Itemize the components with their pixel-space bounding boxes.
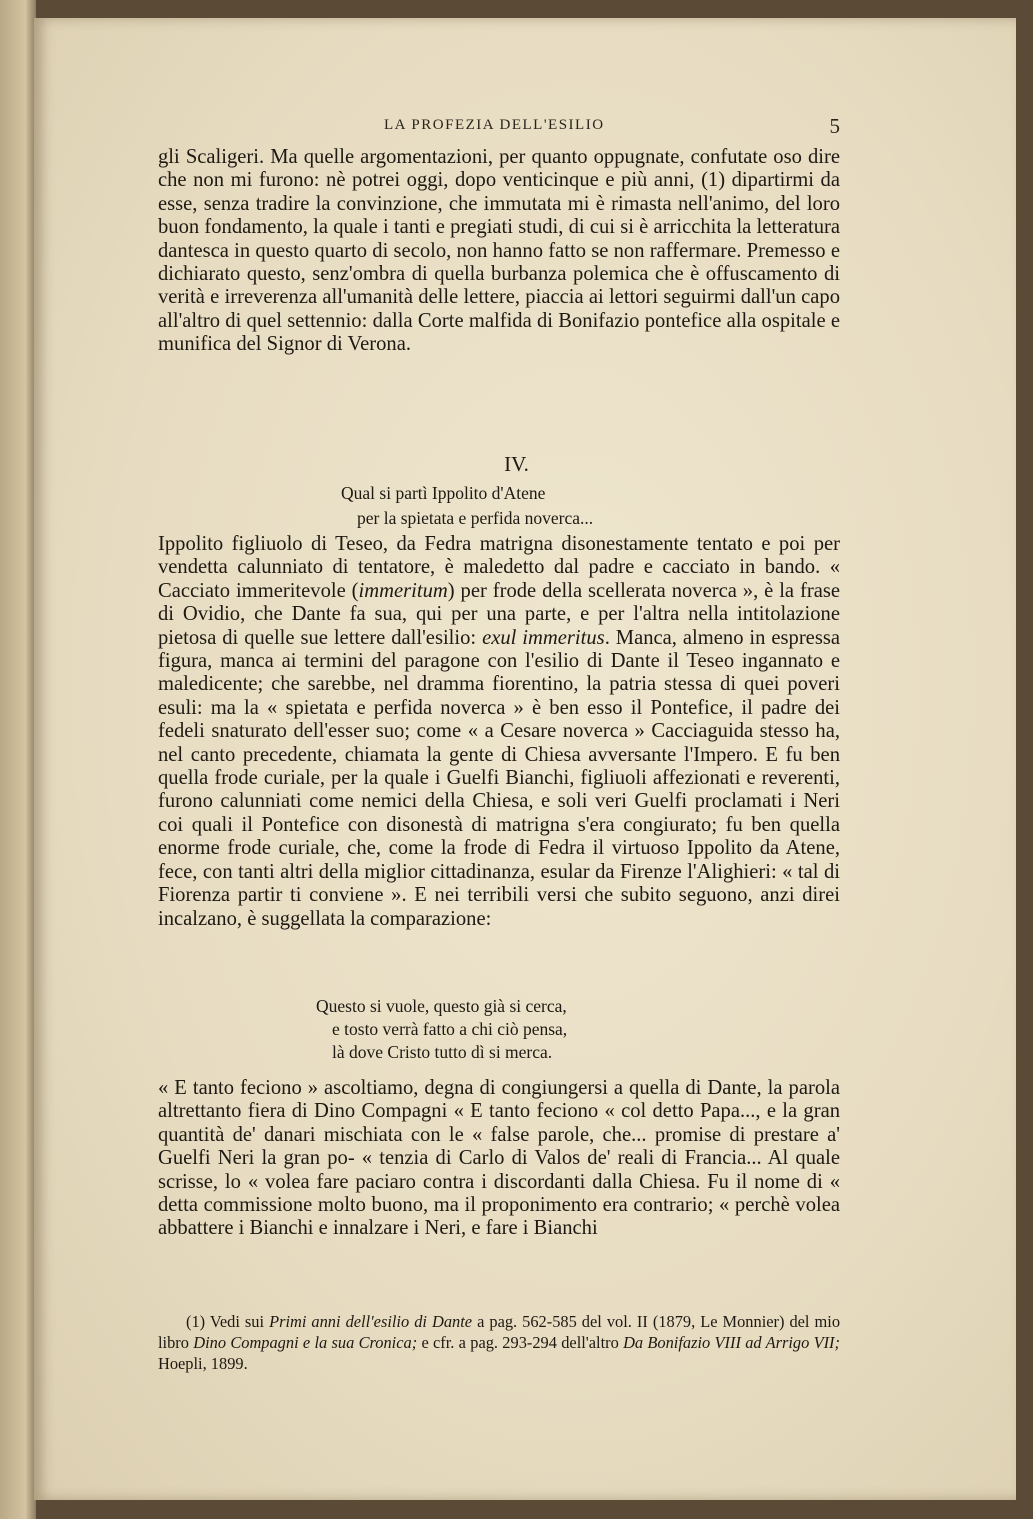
- verse-line-1: Questo si vuole, questo già si cerca,: [316, 996, 567, 1016]
- previous-page-edge: [0, 0, 36, 1519]
- epigraph-line-1: Qual si partì Ippolito d'Atene: [341, 483, 546, 503]
- text-run: Hoepli, 1899.: [158, 1354, 248, 1373]
- text-run: ) per frode della scellerata noverca », è la frase di Ovidio, che Dante fa sua, qui per una parte, e per l'altra nella intitolazione pietosa di quelle sue lettere dall'esilio:: [158, 579, 840, 649]
- italic-run: exul immeritus: [482, 626, 605, 649]
- paragraph-compagni-quote: « E tanto feciono » ascoltiamo, degna di congiungersi a quella di Dante, la parola altrettanto fiera di Dino Compagni « E tanto feciono « col detto Papa..., e la gran quantità de' danari mischiata con le « false parole, che... promise di prestare a' Guelfi Neri la gran po- « tenzia di Carlo di Valos de' reali di Francia... Al quale scrisse, lo « volea fare paciaro contra i discordanti dalla Chiesa. Fu il nome di « detta commissione molto buono, ma il proponimento era contrario; « perchè volea abbattere i Bianchi e innalzare i Neri, e fare i Bianchi: [158, 1077, 840, 1240]
- italic-run: immeritum: [358, 579, 448, 602]
- verse-line-3: là dove Cristo tutto dì si merca.: [332, 1042, 553, 1062]
- text-run: e cfr. a pag. 293-294 dell'altro: [417, 1333, 624, 1352]
- running-title: LA PROFEZIA DELL'ESILIO: [384, 117, 605, 133]
- footnote: [158, 1311, 840, 1374]
- italic-run: Da Bonifazio VIII ad Arrigo VII;: [623, 1333, 840, 1352]
- section-heading: IV.: [504, 452, 529, 476]
- paragraph-continuation: gli Scaligeri. Ma quelle argomentazioni, per quanto oppugnate, confutate oso dire che non mi furono: nè potrei oggi, dopo venticinque e più anni, (1) dipartirmi da esse, senza tradire la convinzione, che immutata mi è rimasta nell'animo, del loro buon fondamento, la quale i tanti e pregiati studi, di cui si è arricchita la letteratura dantesca in questo quarto di secolo, non hanno fatto se non raffermare. Premesso e dichiarato questo, senz'ombra di quella burbanza polemica che è offuscamento di verità e irreverenza all'umanità delle lettere, piaccia ai lettori seguirmi dall'un capo all'altro di quel settennio: dalla Corte malfida di Bonifazio pontefice alla ospitale e munifica del Signor di Verona.: [158, 146, 840, 356]
- page-number: 5: [829, 114, 840, 138]
- italic-run: Primi anni dell'esilio di Dante: [269, 1312, 473, 1331]
- text-run: a pag. 562-585 del vol. II (1879, Le Monnier) del mio libro: [158, 1312, 841, 1352]
- running-header: [158, 115, 840, 141]
- text-run: (1) Vedi sui: [186, 1312, 270, 1331]
- epigraph-line-2: per la spietata e perfida noverca...: [357, 508, 594, 528]
- paragraph-ippolito: [158, 533, 840, 931]
- text-run: Ippolito figliuolo di Teseo, da Fedra matrigna disonestamente tentato e poi per vendetta calunniato di tentatore, è maledetto dal padre e cacciato in bando. « Cacciato immeritevole (: [158, 533, 840, 602]
- verse-line-2: e tosto verrà fatto a chi ciò pensa,: [332, 1019, 568, 1039]
- text-run: . Manca, almeno in espressa figura, manca ai termini del paragone con l'esilio di Dante il Teseo ingannato e maledicente; che sarebbe, nel dramma fiorentino, la patria stessa di quei poveri esuli: ma la « spietata e perfida noverca » è ben esso il Pontefice, il padre dei fedeli snaturato dell'esser suo; come « a Cesare noverca » Cacciaguida stesso ha, nel canto precedente, chiamata la gente di Chiesa avversante l'Impero. E fu ben quella frode curiale, per la quale i Guelfi Bianchi, figliuoli affezionati e reverenti, furono calunniati come nemici della Chiesa, e soli veri Guelfi proclamati i Neri coi quali il Pontefice con disonestà di matrigna s'era congiurato; fu ben quella enorme frode curiale, che, come la frode di Fedra il virtuoso Ippolito da Atene, fece, con tanti altri della miglior cittadinanza, esular da Firenze l'Alighieri: « tal di Fiorenza partir ti conviene ». E nei terribili versi che subito seguono, anzi direi incalzano, è suggellata la comparazione:: [158, 626, 840, 930]
- italic-run: Dino Compagni e la sua Cronica;: [193, 1333, 418, 1352]
